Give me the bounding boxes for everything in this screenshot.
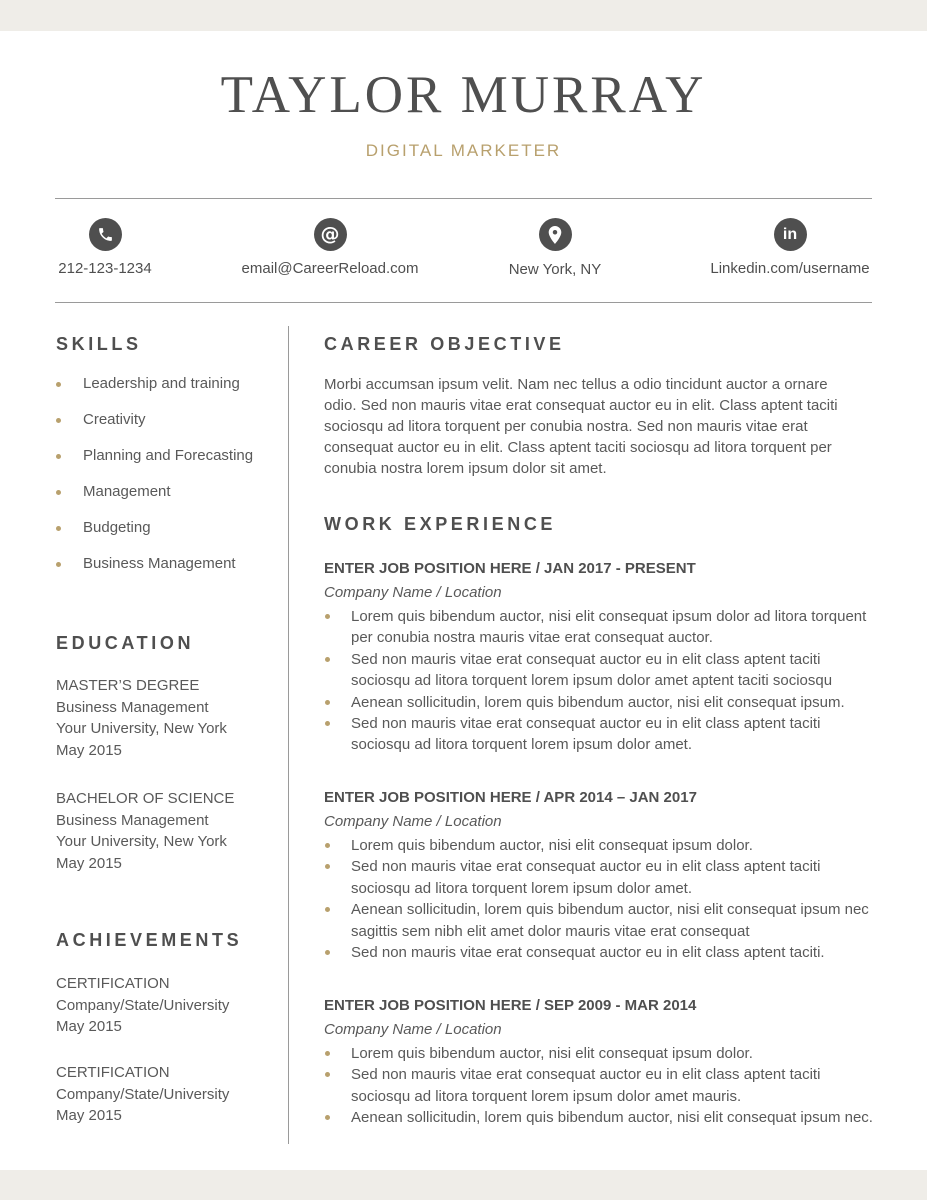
job-company: Company Name / Location <box>324 584 502 601</box>
bullet-icon <box>325 864 330 869</box>
job-position: ENTER JOB POSITION HERE / APR 2014 – JAN 2017 <box>324 789 697 806</box>
skills-list <box>56 375 253 591</box>
date: May 2015 <box>56 1107 122 1125</box>
date: May 2015 <box>56 855 122 873</box>
degree: BACHELOR OF SCIENCE <box>56 790 235 807</box>
bullet-icon <box>56 490 61 495</box>
job-company: Company Name / Location <box>324 813 502 830</box>
bullet-icon <box>325 657 330 662</box>
job-entry <box>324 560 884 756</box>
job-bullet: Sed non mauris vitae erat consequat auctor eu in elit class aptent taciti sociosqu ad litora torquent lorem ipsum dolor amet mauris. <box>324 1064 884 1107</box>
bullet-icon <box>325 950 330 955</box>
bullet-icon <box>56 454 61 459</box>
bullet-icon <box>325 843 330 848</box>
education-heading: EDUCATION <box>56 633 195 653</box>
objective-text: Morbi accumsan ipsum velit. Nam nec tellus a odio tincidunt auctor a ornare odio. Sed non mauris vitae erat consequat auctor eu in elit. Class aptent taciti sociosqu ad litora torquent per conubia nostra. Sed non mauris vitae erat consequat auctor eu in elit. Class aptent taciti sociosqu ad litora torquent per conubia nostra lorem ipsum dolor sit amet. <box>324 376 838 477</box>
bullet-icon <box>56 418 61 423</box>
email-text[interactable]: email@CareerReload.com <box>241 260 419 277</box>
job-bullet: Lorem quis bibendum auctor, nisi elit consequat ipsum dolor. <box>324 835 884 856</box>
column-divider <box>288 326 289 1144</box>
skills-heading: SKILLS <box>56 334 142 354</box>
bullet-icon <box>56 382 61 387</box>
objective-heading: CAREER OBJECTIVE <box>324 334 565 354</box>
bullet-icon <box>325 1115 330 1120</box>
experience-heading: WORK EXPERIENCE <box>324 514 557 534</box>
location-text: New York, NY <box>508 261 602 278</box>
contact-email <box>220 218 440 278</box>
bullet-icon <box>56 526 61 531</box>
achievement-org: Company/State/University <box>56 1085 230 1103</box>
bullet-icon <box>325 907 330 912</box>
phone-icon <box>89 218 122 251</box>
job-position: ENTER JOB POSITION HERE / JAN 2017 - PRESENT <box>324 560 696 577</box>
achievement-org: Company/State/University <box>56 996 230 1014</box>
skill-item: Leadership and training <box>56 375 253 411</box>
skill-item: Creativity <box>56 411 253 447</box>
school: Your University, New York <box>56 833 227 851</box>
job-bullet: Sed non mauris vitae erat consequat auctor eu in elit class aptent taciti sociosqu ad litora torquent lorem ipsum dolor amet aptent taciti sociosqu <box>324 649 884 692</box>
job-bullet: Sed non mauris vitae erat consequat auctor eu in elit class aptent taciti sociosqu ad litora torquent lorem ipsum dolor amet. <box>324 856 884 899</box>
at-icon: @ <box>314 218 347 251</box>
date: May 2015 <box>56 1018 122 1036</box>
job-bullets <box>324 606 884 756</box>
top-divider <box>55 198 872 199</box>
contact-bottom-divider <box>55 302 872 303</box>
job-bullet: Aenean sollicitudin, lorem quis bibendum auctor, nisi elit consequat ipsum. <box>324 692 884 713</box>
school: Your University, New York <box>56 720 227 738</box>
resume-page <box>0 31 927 1170</box>
location-pin-icon <box>539 218 572 251</box>
achievement-title: CERTIFICATION <box>56 1064 170 1081</box>
linkedin-icon: in <box>774 218 807 251</box>
bullet-icon <box>56 562 61 567</box>
candidate-name: TAYLOR MURRAY <box>220 66 707 124</box>
skill-item: Budgeting <box>56 519 253 555</box>
job-bullet: Lorem quis bibendum auctor, nisi elit consequat ipsum dolor. <box>324 1043 884 1064</box>
linkedin-text[interactable]: Linkedin.com/username <box>710 260 870 277</box>
skill-item: Planning and Forecasting <box>56 447 253 483</box>
contact-location <box>495 218 615 279</box>
job-bullets <box>324 835 884 963</box>
education-entry <box>56 788 234 875</box>
degree: MASTER’S DEGREE <box>56 677 200 694</box>
phone-text[interactable]: 212-123-1234 <box>58 260 152 277</box>
field: Business Management <box>56 811 209 829</box>
job-bullet: Lorem quis bibendum auctor, nisi elit consequat ipsum dolor ad litora torquent per conubia nostra mauris vitae erat consequat auctor. <box>324 606 884 649</box>
bullet-icon <box>325 700 330 705</box>
job-bullet: Sed non mauris vitae erat consequat auctor eu in elit class aptent taciti. <box>324 942 884 963</box>
job-position: ENTER JOB POSITION HERE / SEP 2009 - MAR 2014 <box>324 997 697 1014</box>
job-bullets <box>324 1043 884 1129</box>
job-company: Company Name / Location <box>324 1021 502 1038</box>
bullet-icon <box>325 1072 330 1077</box>
achievement-entry <box>56 1062 229 1127</box>
contact-phone <box>45 218 165 278</box>
job-title: DIGITAL MARKETER <box>365 141 562 160</box>
achievement-title: CERTIFICATION <box>56 975 170 992</box>
field: Business Management <box>56 698 209 716</box>
bullet-icon <box>325 614 330 619</box>
bullet-icon <box>325 721 330 726</box>
skill-item: Business Management <box>56 555 253 591</box>
contact-linkedin <box>690 218 890 278</box>
achievement-entry <box>56 973 229 1038</box>
date: May 2015 <box>56 742 122 760</box>
education-entry <box>56 675 227 762</box>
skill-item: Management <box>56 483 253 519</box>
job-bullet: Aenean sollicitudin, lorem quis bibendum auctor, nisi elit consequat ipsum nec sagittis sem nibh elit amet dolor mauris vitae erat consequat <box>324 899 884 942</box>
job-entry <box>324 997 884 1129</box>
job-entry <box>324 789 884 963</box>
bullet-icon <box>325 1051 330 1056</box>
job-bullet: Aenean sollicitudin, lorem quis bibendum auctor, nisi elit consequat ipsum nec. <box>324 1107 884 1128</box>
job-bullet: Sed non mauris vitae erat consequat auctor eu in elit class aptent taciti sociosqu ad litora torquent lorem ipsum dolor amet. <box>324 713 884 756</box>
achievements-heading: ACHIEVEMENTS <box>56 930 243 950</box>
